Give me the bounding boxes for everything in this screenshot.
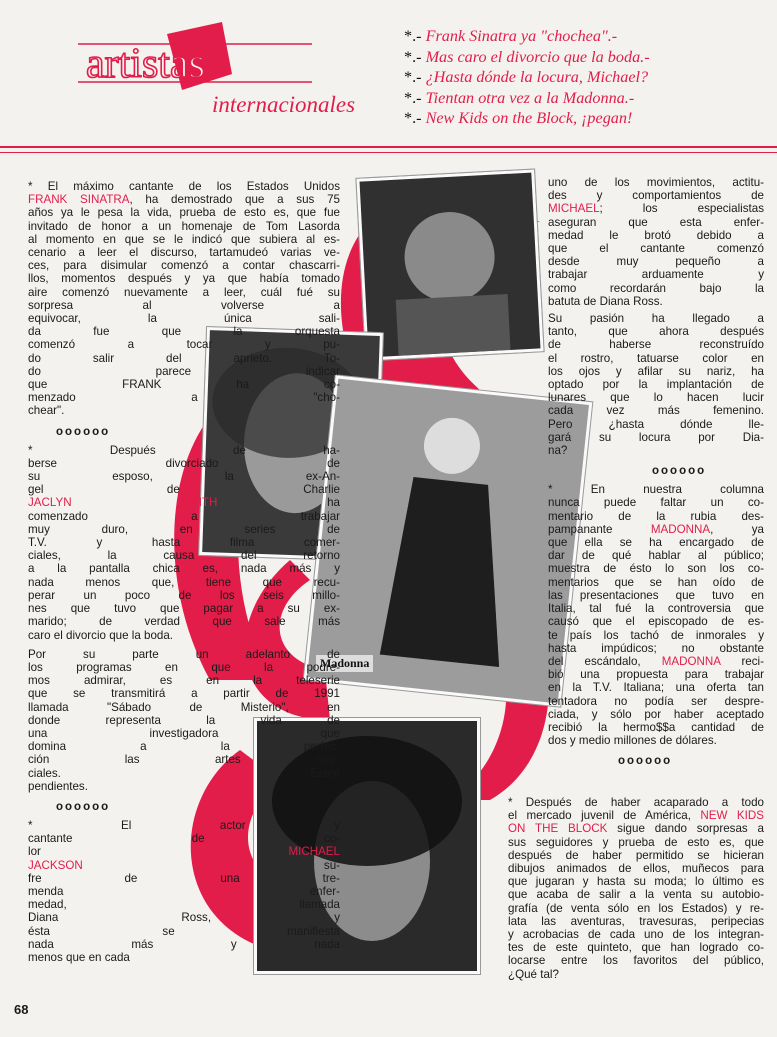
text-line: bió una propuesta para trabajar: [548, 668, 764, 682]
text-line: des y comportamientos de: [548, 189, 764, 203]
text-line: * El actor y: [28, 818, 340, 832]
text-line: del escándalo, MADONNA reci-: [548, 654, 764, 668]
text-line: JACLYN SMITH ha: [28, 496, 340, 510]
text-line: * Después de haber acaparado a todo: [508, 796, 764, 809]
text-line: comenzado a trabajar: [28, 509, 340, 523]
text-line: ciales, la causa del retorno: [28, 549, 340, 563]
text-line: comenzó a tocar y pu-: [28, 338, 340, 352]
headline-bullet: *.-: [404, 109, 426, 127]
text-line: Su pasión ha llegado a: [548, 312, 764, 326]
text-line: * El máximo cantante de los Estados Unidos: [28, 180, 340, 193]
page-number: 68: [14, 1002, 29, 1017]
text-line: años ya le pesa la vida, prueba de esto es, que fue: [28, 206, 340, 220]
text-line: pendientes.: [28, 779, 88, 793]
text-line: tentadora no podía ser despre-: [548, 694, 764, 708]
text-line: ces, para disimular comenzó a contar chascarri-: [28, 259, 340, 273]
article-left-column: [28, 180, 340, 964]
text-line: los ojos y afilar su nariz, ha: [548, 364, 764, 378]
text-line: Pero ¿hasta dónde lle-: [548, 417, 764, 431]
text-line: lata las aventuras, travesuras, peripecias: [508, 914, 764, 928]
text-line: nes que tuvo que pagar a su ex-: [28, 602, 340, 616]
headline-bullet: *.-: [404, 27, 426, 45]
text-line: muestra de ésto lo son los co-: [548, 562, 764, 576]
logo-word: artistas: [86, 41, 205, 87]
text-line: Por su parte un adelanto de: [28, 647, 340, 661]
text-line: mos admirar, es en la teleserie: [28, 674, 340, 688]
headline-bullet: *.-: [404, 68, 426, 86]
headline-item: [404, 47, 764, 68]
article-right-column: [548, 176, 764, 773]
text-line: recibió la hermo$$a cantidad de: [548, 720, 764, 734]
text-line: caro el divorcio que la boda.: [28, 628, 174, 642]
text-line: optado por la implantación de: [548, 378, 764, 392]
text-line: gel de Charlie: [28, 483, 340, 497]
jaclyn-paragraph-2: [28, 648, 340, 793]
headline-item: [404, 67, 764, 88]
logo-subtitle: internacionales: [212, 92, 356, 117]
text-line: dibujos animados de ellos, muñecos para: [508, 862, 764, 876]
text-line: causó que el episcopado de es-: [548, 615, 764, 629]
text-line: llamada "Sábado de Misterio", en: [28, 700, 340, 714]
sinatra-paragraph: [28, 180, 340, 418]
jackson-paragraph-2: [548, 312, 764, 457]
text-line: cenario a leer el discurso, tartamudeó varias ve-: [28, 246, 340, 260]
text-line: chear".: [28, 404, 65, 418]
text-line: * Después de ha-: [28, 443, 340, 457]
text-line: tes de este quinteto, que han logrado co-: [508, 941, 764, 955]
section-separator: oooooo: [652, 465, 707, 478]
text-line: do salir del aprieto. To-: [28, 351, 340, 365]
text-line: perar un poco de los seis millo-: [28, 588, 340, 602]
text-line: Italia, tal fué la controversia que: [548, 602, 764, 616]
text-line: después de haber permitido se hicieran: [508, 848, 764, 862]
text-line: gará su locura por Dia-: [548, 430, 764, 444]
text-line: en la T.V. Italiana; una oferta tan: [548, 681, 764, 695]
text-line: MICHAEL; los especialistas: [548, 202, 764, 216]
headline-text: Mas caro el divorcio que la boda.-: [425, 47, 650, 66]
headline-item: [404, 108, 764, 129]
text-line: grafía (de venta sólo en los Estados) y re-: [508, 901, 764, 915]
text-line: donde representa la vida de: [28, 713, 340, 727]
text-line: domina a la perfec-: [28, 740, 340, 754]
headline-item: [404, 88, 764, 109]
text-line: los programas en que la podre-: [28, 660, 340, 674]
jackson-paragraph-cont: [548, 176, 764, 308]
text-line: muy duro, en series de: [28, 522, 340, 536]
headline-text: Tientan otra vez a la Madonna.-: [425, 88, 635, 107]
text-line: lunares que lo hacen lucir: [548, 391, 764, 405]
text-line: el rostro, tatuarse color en: [548, 351, 764, 365]
text-line: ON THE BLOCK sigue dando sorpresas a: [508, 822, 764, 836]
text-line: aseguran que esta enfer-: [548, 215, 764, 229]
text-line: que FRANK ha co-: [28, 378, 340, 392]
text-line: da fue que la orquesta: [28, 325, 340, 339]
text-line: FRANK SINATRA, ha demostrado que a sus 75: [28, 193, 340, 207]
text-line: pampanante MADONNA, ya: [548, 522, 765, 536]
text-line: sorpresa al volverse a: [28, 298, 340, 312]
text-line: que acaba de salir a la venta su autobio-: [508, 888, 764, 902]
text-line: ésta se manifiesta: [28, 924, 340, 938]
text-line: batuta de Diana Ross.: [548, 294, 663, 308]
text-line: nada menos que, tiene que recu-: [28, 575, 340, 589]
text-line: el mercado juvenil de América, NEW KIDS: [508, 809, 764, 823]
text-line: T.V. y hasta filma comer-: [28, 536, 340, 550]
text-line: menda enfer-: [28, 884, 340, 898]
text-line: * En nuestra columna: [548, 483, 764, 497]
text-line: las presentaciones que tuvo en: [548, 588, 764, 602]
headline-bullet: *.-: [404, 88, 426, 107]
text-line: como recordarán bajo la: [548, 281, 764, 295]
text-line: marido; de verdad que sale más: [28, 615, 340, 629]
text-line: llos, momentos después y ya que había tomado: [28, 272, 340, 286]
header-rule-bottom: [0, 152, 777, 153]
text-line: de haberse reconstruído: [548, 338, 764, 352]
text-line: a la pantalla chica es, nada más y: [28, 562, 340, 576]
headline-list: [404, 26, 764, 129]
text-line: Diana Ross, y: [28, 911, 340, 925]
headline-text: Frank Sinatra ya "chochea".-: [425, 27, 618, 45]
header-rule-top: [0, 146, 777, 148]
text-line: medad, llamada: [28, 898, 340, 912]
text-line: equivocar, la única sali-: [28, 312, 340, 326]
headline-text: ¿Hasta dónde la locura, Michael?: [425, 68, 649, 86]
text-line: medad le brotó debido a: [548, 228, 764, 242]
headline-text: New Kids on the Block, ¡pegan!: [425, 109, 633, 127]
text-line: trabajar arduamente y: [548, 268, 764, 282]
headline-item: [404, 26, 764, 47]
text-line: que el cantante comenzó: [548, 242, 764, 256]
article-bottom-right: [508, 796, 764, 981]
text-line: invitado de honor a un homenaje de Tom Lasorda: [28, 219, 340, 233]
text-line: dos y medio millones de dólares.: [548, 734, 717, 748]
section-separator: oooooo: [56, 425, 111, 438]
text-line: su esposo, la ex-An-: [28, 470, 340, 484]
text-line: aire comenzó nuevamente a leer, cuál fué su: [28, 285, 340, 299]
text-line: una investigadora que: [28, 726, 340, 740]
madonna-paragraph: [548, 483, 764, 747]
section-separator: oooooo: [618, 755, 673, 768]
text-line: que ella se ha encargado de: [548, 536, 764, 550]
text-line: ¿Qué tal?: [508, 967, 559, 981]
text-line: locarse entre los favoritos del público,: [508, 954, 764, 968]
text-line: sus seguidores y prueba de esto es, que: [508, 835, 764, 849]
text-line: nunca puede faltar un co-: [548, 496, 764, 510]
text-line: que se transmitirá a partir de 1991: [28, 687, 340, 701]
text-line: tanto, que ahora después: [548, 325, 764, 339]
text-line: ciada, y sólo por haber aceptado: [548, 707, 764, 721]
jaclyn-paragraph: [28, 444, 340, 642]
photo-caption: Madonna: [316, 655, 373, 672]
text-line: dar de qué hablar al público;: [548, 549, 764, 563]
text-line: do parece indicar: [28, 364, 340, 378]
artistas-logo: [72, 22, 392, 122]
text-line: que jugaran y hasta su moda; lo último es: [508, 875, 764, 889]
text-line: hasta impúdicos; no obstante: [548, 641, 764, 655]
text-line: y acrobacias de cada uno de los integran-: [508, 928, 764, 942]
text-line: te país los tachó de inmorales y: [548, 628, 764, 642]
photo-frank-sinatra: [356, 169, 543, 360]
text-line: cantante de co-: [28, 832, 340, 846]
text-line: JACKSON su-: [28, 858, 340, 872]
text-line: fre de una tre-: [28, 871, 340, 885]
text-line: al momento en que se le indicó que subiera al es-: [28, 232, 340, 246]
text-line: uno de los movimientos, actitu-: [548, 176, 764, 189]
text-line: menos que en cada: [28, 950, 130, 964]
text-line: mentario de la rubia des-: [548, 509, 764, 523]
text-line: na?: [548, 444, 568, 458]
text-line: lor MICHAEL: [28, 845, 340, 859]
text-line: desde muy pequeño a: [548, 255, 764, 269]
text-line: mentarios que se han oído de: [548, 575, 764, 589]
text-line: ción las artes mar-: [28, 753, 340, 767]
text-line: berse divorciado de: [28, 456, 340, 470]
text-line: ciales. Estén: [28, 766, 340, 780]
text-line: cada vez más femenino.: [548, 404, 764, 418]
jackson-paragraph: [28, 819, 340, 964]
new-kids-paragraph: [508, 796, 764, 981]
headline-bullet: *.-: [404, 47, 426, 66]
text-line: nada más y nada: [28, 937, 340, 951]
section-separator: oooooo: [56, 800, 111, 813]
text-line: menzado a "cho-: [28, 391, 340, 405]
